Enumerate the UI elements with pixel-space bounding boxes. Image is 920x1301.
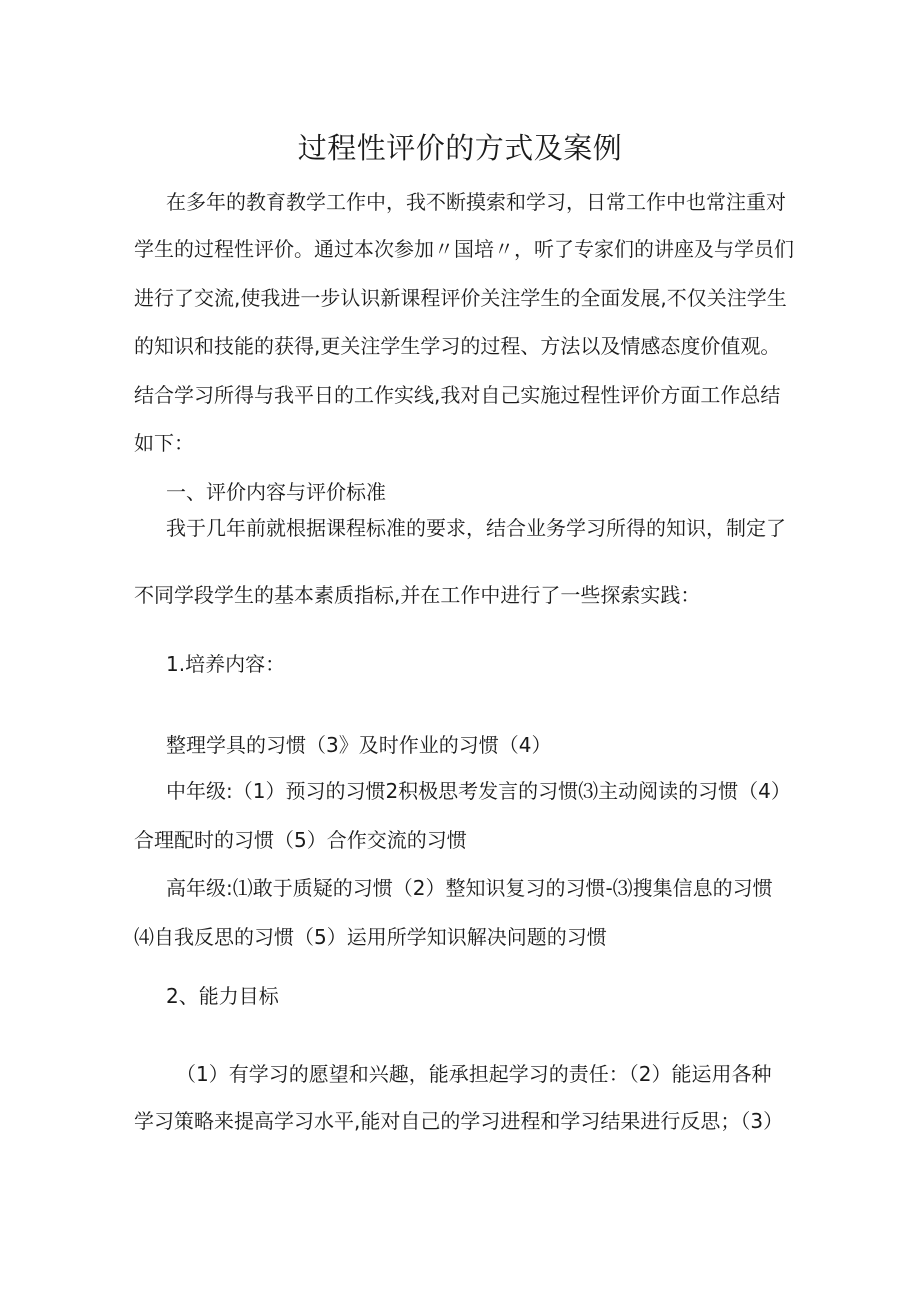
habits-high-line-1: 高年级:⑴敢于质疑的习惯（2）整知识复习的习惯-⑶搜集信息的习惯 — [166, 876, 773, 900]
habits-middle-line-1: 中年级:（1）预习的习惯2积极思考发言的习惯⑶主动阅读的习惯（4） — [166, 779, 791, 803]
intro-line-3: 进行了交流,使我进一步认识新课程评价关注学生的全面发展,不仅关注学生 — [134, 286, 787, 310]
item-heading-cultivation: 1.培养内容： — [166, 652, 286, 676]
item-heading-ability: 2、能力目标 — [166, 984, 279, 1008]
habits-middle-line-2: 合理配时的习惯（5）合作交流的习惯 — [134, 828, 467, 852]
ability-goals-line-2: 学习策略来提高学习水平,能对自己的学习进程和学习结果进行反思；（3） — [134, 1109, 784, 1133]
habits-high-line-2: ⑷自我反思的习惯（5）运用所学知识解决问题的习惯 — [134, 925, 607, 949]
intro-line-5: 结合学习所得与我平日的工作实线,我对自己实施过程性评价方面工作总结 — [134, 383, 781, 407]
intro-line-4: 的知识和技能的获得,更关注学生学习的过程、方法以及情感态度价值观。 — [134, 334, 781, 358]
section-body-line-1: 我于几年前就根据课程标准的要求，结合业务学习所得的知识，制定了 — [166, 516, 786, 540]
intro-line-6: 如下： — [134, 431, 194, 455]
section-heading: 一、评价内容与评价标准 — [166, 480, 386, 504]
page-title: 过程性评价的方式及案例 — [297, 131, 623, 165]
section-body-line-2: 不同学段学生的基本素质指标,并在工作中进行了一些探索实践： — [134, 583, 701, 607]
habits-low-line: 整理学具的习惯（3》及时作业的习惯（4） — [166, 733, 552, 757]
intro-line-2: 学生的过程性评价。通过本次参加〃国培〃，听了专家们的讲座及与学员们 — [134, 237, 794, 261]
ability-goals-line-1: （1）有学习的愿望和兴趣，能承担起学习的责任：（2）能运用各种 — [176, 1062, 772, 1086]
intro-line-1: 在多年的教育教学工作中，我不断摸索和学习，日常工作中也常注重对 — [166, 190, 786, 214]
